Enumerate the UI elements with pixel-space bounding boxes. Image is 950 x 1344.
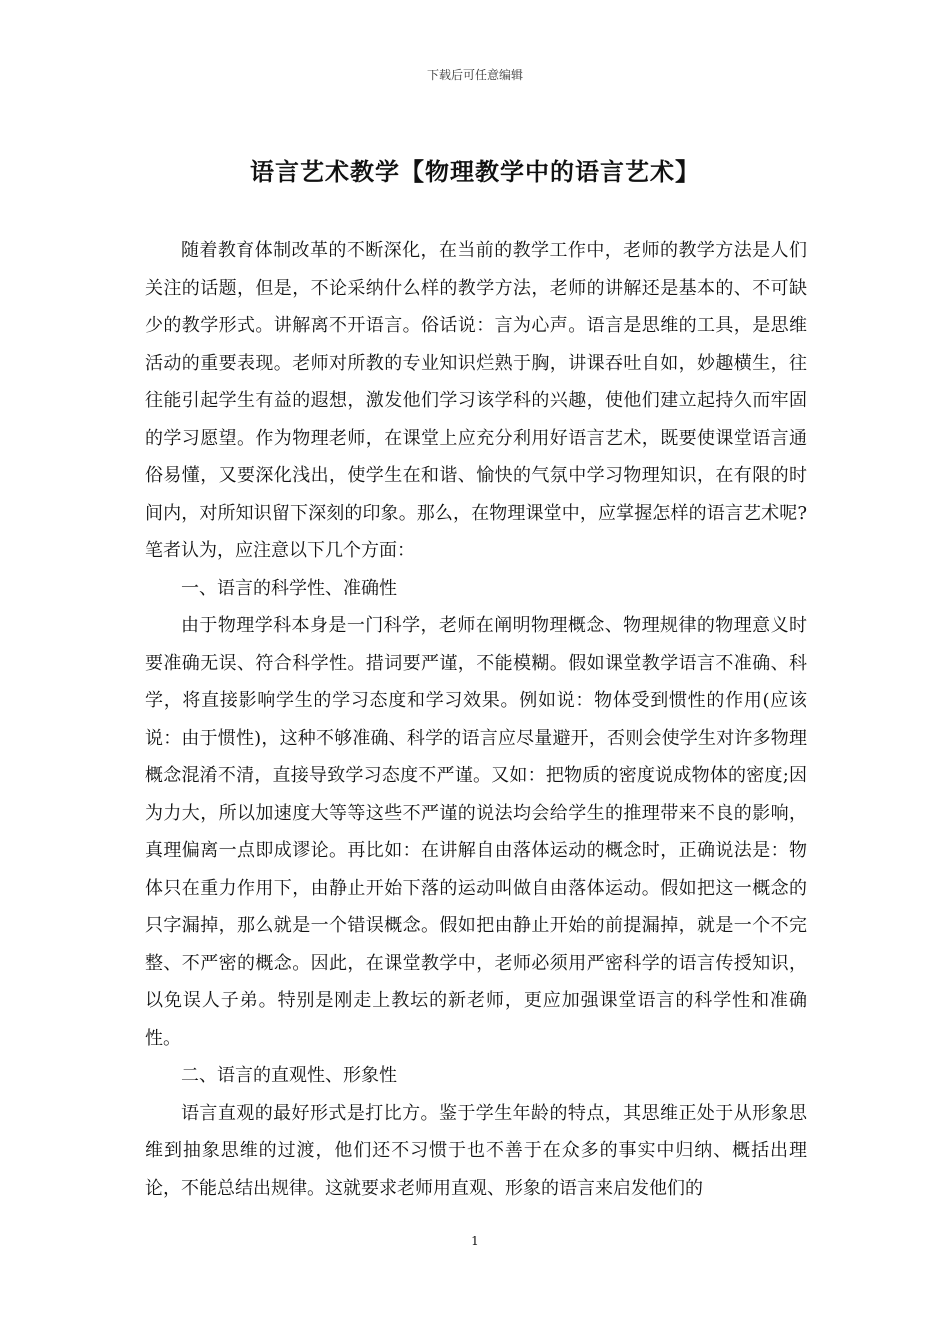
paragraph-intro: 随着教育体制改革的不断深化，在当前的教学工作中，老师的教学方法是人们关注的话题，但是，不论采纳什么样的教学方法，老师的讲解还是基本的、不可缺少的教学形式。讲解离不开语言。俗话说：言为心声。语言是思维的工具，是思维活动的重要表现。老师对所教的专业知识烂熟于胸，讲课吞吐自如，妙趣横生，往往能引起学生有益的遐想，激发他们学习该学科的兴趣，使他们建立起持久而牢固的学习愿望。作为物理老师，在课堂上应充分利用好语言艺术，既要使课堂语言通俗易懂，又要深化浅出，使学生在和谐、愉快的气氛中学习物理知识，在有限的时间内，对所知识留下深刻的印象。那么，在物理课堂中，应掌握怎样的语言艺术呢?笔者认为，应注意以下几个方面： [145,240,807,561]
page-number: 1 [471,1234,479,1248]
paragraph-section-1: 由于物理学科本身是一门科学，老师在阐明物理概念、物理规律的物理意义时要准确无误、符合科学性。措词要严谨，不能模糊。假如课堂教学语言不准确、科学，将直接影响学生的学习态度和学习效果。例如说：物体受到惯性的作用(应该说：由于惯性)，这种不够准确、科学的语言应尽量避开，否则会使学生对许多物理概念混淆不清，直接导致学习态度不严谨。又如：把物质的密度说成物体的密度;因为力大，所以加速度大等等这些不严谨的说法均会给学生的推理带来不良的影响，真理偏离一点即成谬论。再比如：在讲解自由落体运动的概念时，正确说法是：物体只在重力作用下，由静止开始下落的运动叫做自由落体运动。假如把这一概念的只字漏掉，那么就是一个错误概念。假如把由静止开始的前提漏掉，就是一个不完整、不严密的概念。因此，在课堂教学中，老师必须用严密科学的语言传授知识，以免误人子弟。特别是刚走上教坛的新老师，更应加强课堂语言的科学性和准确性。 [145,615,807,1049]
section-heading-2: 二、语言的直观性、形象性 [181,1065,397,1086]
section-heading-1: 一、语言的科学性、准确性 [181,577,397,599]
document-title: 语言艺术教学【物理教学中的语言艺术】 [250,157,700,186]
document-body [145,232,807,1207]
paragraph-section-2: 语言直观的最好形式是打比方。鉴于学生年龄的特点，其思维正处于从形象思维到抽象思维的过渡，他们还不习惯于也不善于在众多的事实中归纳、概括出理论，不能总结出规律。这就要求老师用直观、形象的语言来启发他们的 [145,1102,807,1199]
page-header: 下载后可任意编辑 [426,68,523,82]
